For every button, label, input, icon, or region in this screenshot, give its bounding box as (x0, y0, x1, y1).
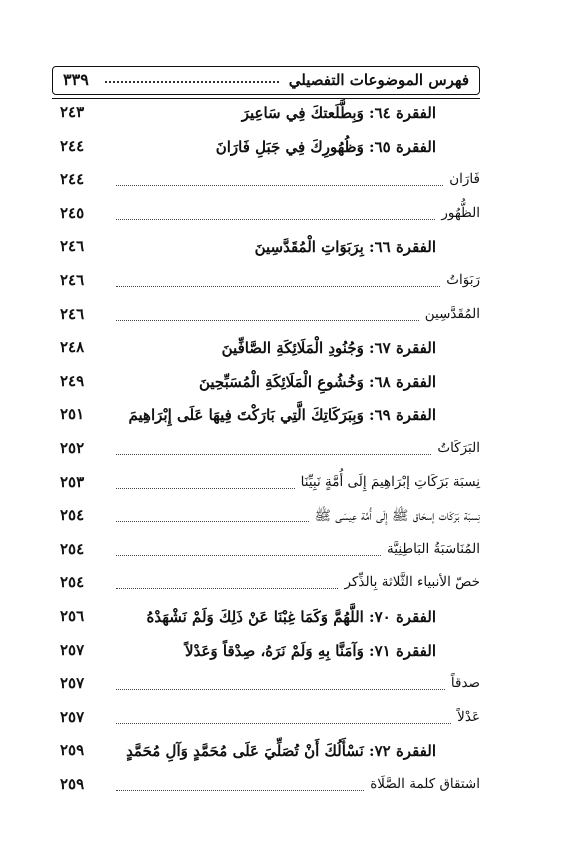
toc-page-number: ٢٤٦ (60, 271, 85, 289)
toc-heading-row (52, 337, 480, 367)
toc-page-number: ٢٥٢ (60, 439, 85, 457)
toc-leader-dots (116, 723, 451, 724)
toc-leader-dots (116, 286, 440, 287)
toc-leader-dots (116, 185, 443, 186)
header-rule (52, 98, 480, 99)
header-leader-dots (105, 81, 279, 83)
toc-entry-text: الفقرة ٦٧: وَجُنُودِ الْمَلَائِكَةِ الصَّافِّينَ (221, 339, 436, 358)
toc-entry-text: فَارَان (449, 171, 480, 188)
toc-subentry-row (52, 505, 480, 535)
toc-heading-row (52, 740, 480, 770)
toc-leader-dots (116, 454, 431, 455)
toc-entry-text: الفقرة ٦٦: بِرَبَوَاتِ الْمُقَدَّسِينَ (254, 238, 436, 257)
toc-subentry-row (52, 169, 480, 199)
toc-page-number: ٢٥٩ (60, 775, 85, 793)
toc-heading-row (52, 136, 480, 166)
toc-entry-text: نِسبَة بَرَكَاتِ إبْرَاهِيمَ إِلَى أُمَّةٍ نَبِيِّنَا (300, 473, 480, 490)
toc-entry-text: نِسبَة بَرَكَات إسحَاق ﷺ إِلَى أُمَّة عِيسَى ﷺ (314, 508, 480, 525)
toc-subentry-row (52, 438, 480, 468)
toc-entry-text: البَرَكَاتُ (437, 440, 480, 456)
toc-page-number: ٢٥١ (60, 405, 85, 424)
toc-leader-dots (116, 689, 445, 690)
toc-leader-dots (116, 521, 309, 522)
header-page-number: ٣٣٩ (63, 70, 89, 89)
toc-leader-dots (116, 219, 435, 220)
toc-entry-text: الفقرة ٧٠: اللَّهُمَّ وَكَمَا غِبْنَا عَنْ ذَلِكَ وَلَمْ نَشْهَدْهُ (146, 608, 436, 626)
toc-page-number: ٢٥٤ (60, 539, 85, 558)
toc-leader-dots (116, 790, 364, 791)
toc-entry-text: رَبَوَاتُ (446, 272, 480, 288)
toc-page-number: ٢٤٤ (60, 136, 85, 155)
toc-entry-text: الظُّهُور (441, 204, 480, 221)
toc-entry-text: صدقاً (450, 675, 480, 692)
toc-page-number: ٢٥٤ (60, 573, 85, 592)
toc-heading-row (52, 371, 480, 401)
toc-subentry-row (52, 304, 480, 334)
toc-entry-text: الفقرة ٧٢: نَسْأَلُكَ أَنْ تُصَلِّيَ عَلَى مُحَمَّدٍ وَآلِ مُحَمَّدٍ (126, 742, 436, 761)
toc-page-number: ٢٤٦ (60, 304, 85, 323)
toc-heading-row (52, 236, 480, 266)
toc-entry-text: الفقرة ٦٥: وَظُهُورِكَ فِي جَبَلِ فَارَانَ (215, 137, 436, 156)
toc-heading-row (52, 404, 480, 434)
toc-entry-text: الفقرة ٧١: وَآمَنَّا بِهِ وَلَمْ نَرَهُ، صِدْقاً وَعَدْلاً (185, 641, 436, 660)
toc-page-number: ٢٥٧ (60, 674, 85, 693)
toc-heading-row (52, 102, 480, 132)
toc-page-number: ٢٥٩ (60, 741, 85, 760)
toc-leader-dots (116, 588, 338, 589)
toc-entry-text: الفقرة ٦٨: وَخُشُوعِ الْمَلَائِكَةِ الْمُسَبِّحِينَ (198, 372, 436, 391)
toc-subentry-row (52, 203, 480, 233)
toc-entry-text: المُقَدَّسِين (424, 305, 480, 322)
toc-page-number: ٢٥٦ (60, 607, 85, 625)
toc-page-number: ٢٤٦ (60, 237, 85, 256)
toc-subentry-row (52, 539, 480, 569)
toc-subentry-row (52, 270, 480, 300)
toc-subentry-row (52, 673, 480, 703)
toc-page-number: ٢٥٧ (60, 707, 85, 726)
toc-leader-dots (116, 555, 381, 556)
toc-page-number: ٢٤٤ (60, 170, 85, 189)
toc-page-number: ٢٥٤ (60, 506, 85, 525)
toc-page-number: ٢٤٣ (60, 103, 85, 121)
toc-entry-text: اشتقاق كلمة الصَّلَاة (370, 776, 480, 792)
toc-heading-row (52, 640, 480, 670)
toc-subentry-row (52, 707, 480, 737)
toc-entry-text: عَدْلاً (457, 708, 480, 725)
toc-heading-row (52, 606, 480, 636)
toc-page-number: ٢٥٧ (60, 640, 85, 659)
toc-page-number: ٢٤٥ (60, 203, 85, 222)
header-title: فهرس الموضوعات التفصيلي (288, 71, 469, 89)
toc-page-number: ٢٤٩ (60, 371, 85, 390)
toc-page-number: ٢٤٨ (60, 338, 85, 357)
toc-subentry-row (52, 472, 480, 502)
toc-leader-dots (116, 320, 419, 321)
toc-leader-dots (116, 488, 295, 489)
running-header (52, 66, 480, 95)
toc-page-number: ٢٥٣ (60, 472, 85, 491)
toc-subentry-row (52, 572, 480, 602)
toc-entry-text: المُنَاسَبَةُ البَاطِنِيَّة (387, 540, 480, 557)
toc-entry-text: الفقرة ٦٤: وَبِطَّلَعتكَ فِي سَاعِيرَ (241, 104, 436, 122)
toc-entry-text: الفقرة ٦٩: وَبِبَرَكَاتِكَ الَّتِي بَارَكْتَ فِيهَا عَلَى إِبْرَاهِيمَ (128, 406, 436, 425)
toc-entry-text: خصّ الأنبياء الثَّلاثة بِالذِّكر (344, 574, 480, 591)
toc-subentry-row (52, 774, 480, 804)
